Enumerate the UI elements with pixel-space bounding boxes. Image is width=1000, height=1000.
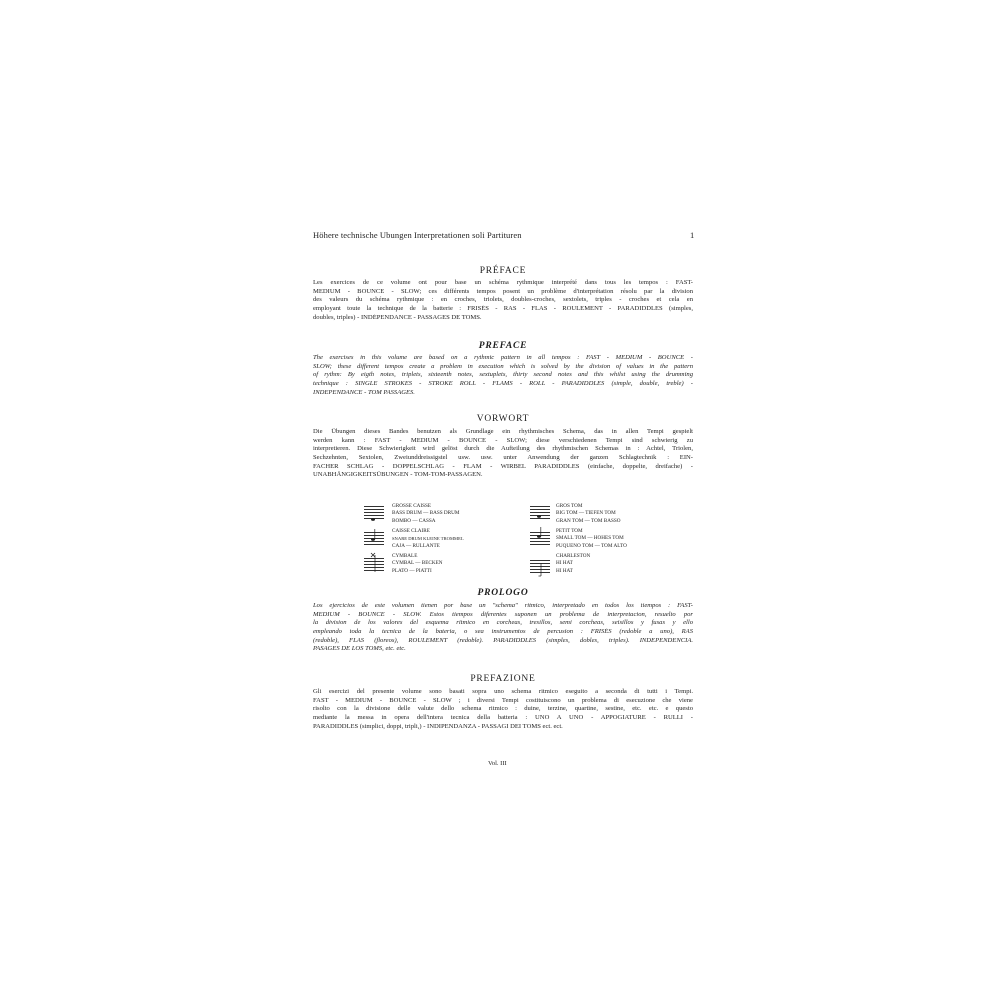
text-line: des valeurs du schéma rythmique : en croches, triolets, doubles-croches, sextolets, triples - croches et cela en: [313, 296, 693, 304]
big-tom-staff: [530, 506, 550, 518]
text-line: FACHER SCHLAG - DOPPELSCHLAG - FLAM - WIRBEL PARADIDDLES (einfache, doppelte, dreifache) -: [313, 462, 693, 470]
legend-bass-drum: [392, 503, 459, 525]
text-line: Die Übungen dieses Bandes benutzen als Grundlage ein rhythmisches Schema, das in allen Tempi gespielt: [313, 428, 693, 435]
text-line: werden kann : FAST - MEDIUM - BOUNCE - SLOW; diese verschiedenen Tempi sind schwierig zu: [313, 436, 693, 444]
preface-en-title: PREFACE: [478, 341, 528, 351]
vorwort-text: [313, 428, 693, 480]
legend-line: CAISSE CLAIRE: [392, 528, 430, 534]
prefazione-title: PREFAZIONE: [470, 674, 536, 684]
text-line: UNABHÄNGIGKEITSÜBUNGEN - TOM-TOM-PASSAGEN.: [313, 471, 483, 479]
legend-line: BASS DRUM — BASS DRUM: [392, 510, 460, 517]
text-line: of rythm: By eigth notes, triplets, sixteenth notes, sextuplets, thirty second notes and this whilst using the drumming: [313, 371, 693, 379]
legend-line: CAJA — RULLANTE: [392, 542, 440, 549]
text-line: MEDIUM - BOUNCE - SLOW. Estos tiempos diferentes suponen un problema de interpretacion, resuelto por: [313, 610, 693, 618]
text-line: doubles, triples) - INDÉPENDANCE - PASSAGES DE TOMS.: [313, 313, 482, 321]
hi-hat-note-icon: [530, 560, 550, 580]
text-line: mediante la messa in opera dell'intera tecnica della batteria : UNO A UNO - APPOGIATURE - RULLI -: [313, 714, 693, 722]
text-line: PASAGES DE LOS TOMS, etc. etc.: [313, 645, 406, 653]
prologo-text: [313, 602, 693, 654]
legend-line: CYMBALE: [392, 553, 418, 559]
text-line: la division de los valores del esquema ritmico en corcheas, tresillos, semi corcheas, seisillos y fusas y ello: [313, 619, 693, 627]
text-line: Sechzehnten, Sextolen, Zweiunddreissigstel usw. usw. unter Anwendung der ganzen Schlagtechnik : EIN-: [313, 454, 693, 462]
legend-big-tom: [556, 503, 620, 525]
text-line: MEDIUM - BOUNCE - SLOW; ces différents tempos posent un problème d'interprétation résolu par la division: [313, 287, 693, 295]
running-title: Höhere technische Ubungen Interpretationen soli Partituren: [313, 230, 522, 240]
legend-snare-drum: [392, 528, 464, 550]
legend-line: CHARLESTON: [556, 553, 591, 559]
cymbal-note-icon: [364, 558, 384, 578]
text-line: FAST - MEDIUM - BOUNCE - SLOW ; i diversi Tempi costituiscono un problema di esecuzione che viene: [313, 696, 693, 704]
small-tom-note-icon: [530, 532, 550, 552]
snare-drum-note-icon: [364, 532, 384, 552]
legend-line: HI HAT: [556, 560, 573, 567]
text-line: PARADIDDLES (simplici, doppi, tripli,) - INDIPENDANZA - PASSAGI DEI TOMS ect. ect.: [313, 722, 563, 730]
text-line: (redoble), FLAS (floreos), ROULEMENT (redoble). PARADIDDLES (simples, dobles, triples). INDEPENDENCIA.: [313, 636, 693, 644]
legend-cymbal: [392, 553, 443, 575]
legend-hi-hat: [556, 553, 590, 575]
vorwort-title: VORWORT: [476, 414, 530, 424]
prefazione-text: [313, 688, 693, 731]
text-line: The exercises in this volume are based on a rythmic pattern in all tempos : FAST - MEDIUM - BOUNCE -: [313, 354, 693, 361]
text-line: employant toute la technique de la batterie : FRISÉS - RAS - FLAS - ROULEMENT - PARADIDDLES (simples,: [313, 305, 693, 313]
text-line: Les exercices de ce volume ont pour base un schéma rythmique interprété dans tous les tempos : FAST-: [313, 279, 693, 286]
legend-line: PETIT TOM: [556, 528, 583, 534]
legend-line: BIG TOM — TIEFEN TOM: [556, 510, 616, 517]
volume-label: Vol. III: [488, 760, 507, 767]
cymbal-staff: [364, 558, 384, 570]
legend-line: CYMBAL — BECKEN: [392, 560, 443, 567]
preface-fr-title: PRÉFACE: [479, 266, 527, 276]
text-line: risolto con la divisione delle valute dello schema ritmico : duine, terzine, quartine, sestine, etc. etc. e questo: [313, 705, 693, 713]
text-line: Los ejercicios de este volumen tienen por base un "schema" ritmico, interpretado en todos los tiempos : FAST-: [313, 602, 693, 609]
hi-hat-staff: [530, 560, 550, 572]
small-tom-staff: [530, 532, 550, 544]
snare-drum-staff: [364, 532, 384, 544]
text-line: SLOW; these different tempos create a problem in execution which is solved by the division of values in the pattern: [313, 362, 693, 370]
legend-line: GROS TOM: [556, 503, 583, 509]
preface-en-text: [313, 354, 693, 397]
legend-small-tom: [556, 528, 627, 550]
text-line: interpretieren. Diese Schwierigkeit wird gelöst durch die Aufteilung des rhythmischen Schemas in : Achtel, Triolen,: [313, 445, 693, 453]
text-line: Gli esercizi del presente volume sono basati sopra uno schema ritmico eseguito a seconda di tutti i Tempi.: [313, 688, 693, 695]
big-tom-note-icon: [530, 506, 550, 526]
bass-drum-staff: [364, 506, 384, 518]
text-line: technique : SINGLE STROKES - STROKE ROLL - FLAMS - ROLL - PARADIDDLES (simple, double, treble) -: [313, 380, 693, 388]
text-line: empleando toda la tecnica de la bateria, o sea instrumentos de percusion : FRISÉS (redoble a uno), RAS: [313, 628, 693, 636]
prologo-title: PROLOGO: [477, 588, 529, 598]
legend-line: SNARE DRUM KLEINE TROMMEL: [392, 536, 464, 542]
legend-line: HI HAT: [556, 567, 573, 574]
legend-line: BOMBO — CASSA: [392, 517, 436, 524]
legend-line: PUQUENO TOM — TOM ALTO: [556, 542, 627, 549]
legend-line: PLATO — PIATTI: [392, 567, 432, 574]
legend-line: GRAN TOM — TOM BASSO: [556, 517, 621, 524]
page-number: 1: [690, 230, 695, 240]
preface-fr-text: [313, 279, 693, 322]
text-line: INDEPENDANCE - TOM PASSAGES.: [313, 388, 415, 396]
legend-line: SMALL TOM — HOHES TOM: [556, 535, 624, 542]
bass-drum-note-icon: [364, 506, 384, 528]
legend-line: GROSSE CAISSE: [392, 503, 432, 509]
